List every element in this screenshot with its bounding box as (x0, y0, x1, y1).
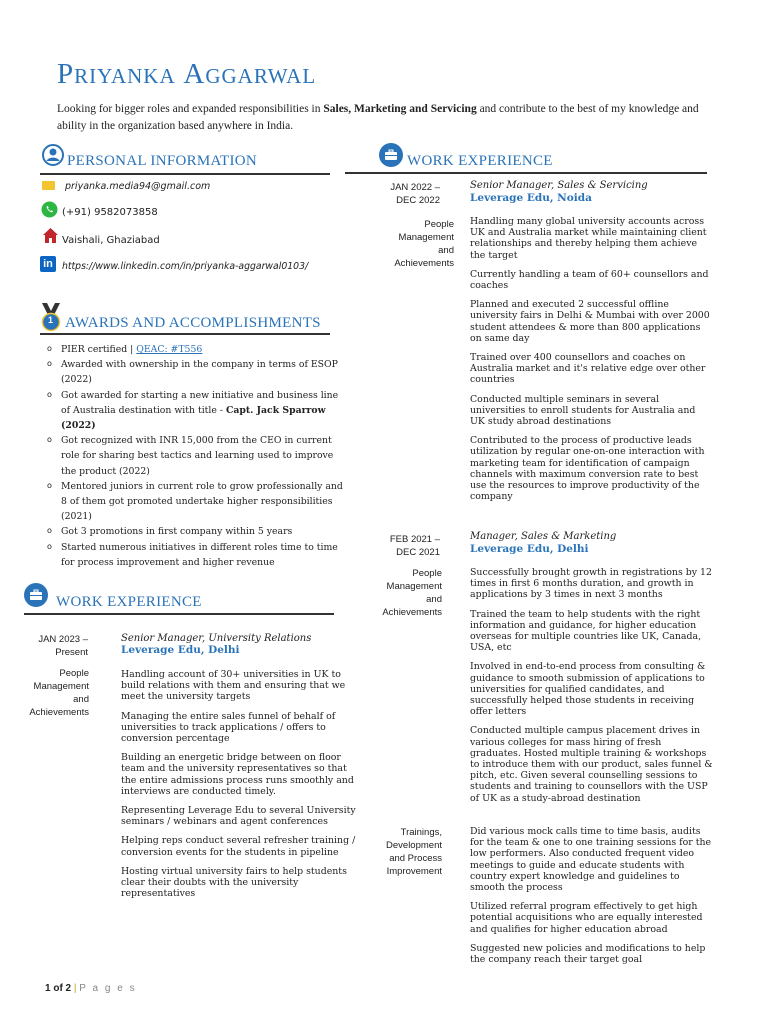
candidate-name: PRIYANKA AGGARWAL (57, 58, 317, 90)
job-company: Leverage Edu, Delhi (121, 644, 240, 656)
work-experience-title-left: WORK EXPERIENCE (56, 594, 202, 610)
job-role: Manager, Sales & Marketing (470, 531, 617, 542)
briefcase-icon (379, 143, 403, 167)
work-experience-title-right: WORK EXPERIENCE (407, 153, 553, 169)
work-left-divider (24, 613, 334, 615)
job-side-label: People Management and Achievements (29, 668, 89, 718)
briefcase-icon (24, 583, 48, 607)
work-right-divider (345, 172, 707, 174)
job-side-label: People Management and Achievements (394, 219, 454, 269)
job-company: Leverage Edu, Delhi (470, 543, 589, 555)
list-item: Conducted multiple campus placement drives in various colleges for mass hiring of fresh graduates. Hosted multiple training & workshops to introduce them with our product, sales funnel & pitch, etc. Given several counselling sessions to students and training to counsellors with the USP of UK as a study-abroad destination (470, 725, 713, 804)
awards-title: AWARDS AND ACCOMPLISHMENTS (65, 315, 321, 331)
phone-text: (+91) 9582073858 (62, 207, 158, 218)
list-item: Utilized referral program effectively to get high potential acquisitions who are equally interested and qualifies for higher education abroad (470, 901, 703, 935)
medal-number: 1 (48, 315, 54, 325)
list-item: Involved in end-to-end process from consulting & guidance to smooth submission of applications to universities for qualified candidates, and successfully helped those students in receiving offer letters (470, 661, 706, 718)
list-item: o Got awarded for starting a new initiative and business line of Australia destination with title - Capt. Jack Sparrow (2022) (47, 388, 347, 434)
job-company: Leverage Edu, Noida (470, 192, 592, 204)
list-item: o Got recognized with INR 15,000 from the CEO in current role for sharing best tactics and learning used to improve the product (2022) (47, 433, 347, 479)
list-item: o Awarded with ownership in the company in terms of ESOP (2022) (47, 357, 347, 387)
address-text: Vaishali, Ghaziabad (62, 235, 160, 246)
list-item: o Started numerous initiatives in different roles time to time for process improvement and higher revenue (47, 540, 347, 570)
job-date: JAN 2022 – DEC 2022 (390, 182, 440, 206)
list-item: Trained over 400 counsellors and coaches on Australia market and it's relative edge over other countries (470, 352, 706, 386)
personal-info-title: PERSONAL INFORMATION (67, 153, 258, 169)
personal-info-divider (40, 173, 330, 175)
list-item: Hosting virtual university fairs to help students clear their doubts with the university representatives (121, 865, 347, 900)
list-item: Building an energetic bridge between on floor team and the university representatives so that the entire admissions process runs smoothly and interviews are conducted timely. (121, 752, 354, 797)
awards-list (47, 342, 347, 570)
home-icon (42, 227, 59, 244)
list-item: Suggested new policies and modifications to help the company reach their target goal (470, 942, 706, 966)
list-item: Handling many global university accounts across UK and Australia market while maintaining client relationships and thereby helping them achieve the target (470, 216, 707, 261)
linkedin-url[interactable]: https://www.linkedin.com/in/priyanka-aggarwal0103/ (62, 261, 309, 272)
email-text: priyanka.media94@gmail.com (65, 181, 211, 192)
list-item: Planned and executed 2 successful offline university fairs in Delhi & Mumbai with over 2000 student attendees & more than 800 applications on same day (470, 299, 710, 344)
job-role: Senior Manager, University Relations (121, 633, 312, 644)
linkedin-icon: in (40, 256, 56, 272)
list-item: o PIER certified | QEAC: #T556 (47, 342, 347, 357)
list-item: Representing Leverage Edu to several University seminars / webinars and agent conferences (121, 805, 356, 828)
list-item: Trained the team to help students with the right information and guidance, for higher education overseas for multiple countries like UK, Canada, USA, etc (470, 608, 702, 654)
qeac-link[interactable]: QEAC: #T556 (136, 344, 203, 355)
person-icon (42, 144, 64, 166)
job-date: FEB 2021 – DEC 2021 (389, 534, 440, 558)
list-item: Helping reps conduct several refresher training / conversion events for the students in pipeline (121, 835, 356, 858)
list-item: Conducted multiple seminars in several universities to enroll students for Australia and UK study abroad destinations (470, 393, 696, 428)
list-item: o Got 3 promotions in first company within 5 years (47, 524, 347, 539)
profile-summary: Looking for bigger roles and expanded responsibilities in Sales, Marketing and Servicing and contribute to the best of my knowledge and ability in the organization based anywhere in India. (57, 103, 699, 132)
job-bullets (121, 669, 361, 907)
email-icon (42, 181, 55, 190)
job-side-label: People Management and Achievements (382, 568, 442, 618)
list-item: Successfully brought growth in registrations by 12 times in first 6 months duration, and growth in applications by 3 times in next 3 months (470, 567, 712, 601)
list-item: Currently handling a team of 60+ counsellors and coaches (470, 268, 709, 292)
list-item: Contributed to the process of productive leads utilization by regular one-on-one interaction with marketing team for identification of campaign channels with maximum conversion rate to best use the resources to improve productivity of the company (470, 435, 705, 503)
list-item: Managing the entire sales funnel of behalf of universities to track applications / offers to conversion percentage (121, 710, 336, 745)
whatsapp-icon (41, 201, 58, 218)
job-date: JAN 2023 – Present (38, 634, 88, 658)
job-role: Senior Manager, Sales & Servicing (470, 180, 648, 191)
job-bullets-trainings (470, 826, 713, 973)
job-side-label-trainings: Trainings, Development and Process Improvement (386, 827, 442, 877)
awards-divider (40, 333, 330, 335)
list-item: o Mentored juniors in current role to grow professionally and 8 of them got promoted undertake higher responsibilities (2021) (47, 479, 347, 525)
list-item: Handling account of 30+ universities in UK to build relations with them and ensuring that we meet the university targets (121, 669, 346, 703)
job-bullets (470, 216, 713, 510)
page-footer: 1 of 2 | P a g e s (45, 983, 137, 994)
job-bullets (470, 567, 713, 812)
list-item: Did various mock calls time to time basis, audits for the team & one to one training sessions for the low performers. Also conducted frequent video meetings to guide and educate students with country expert knowledge and guidelines to smooth the process (470, 826, 712, 894)
